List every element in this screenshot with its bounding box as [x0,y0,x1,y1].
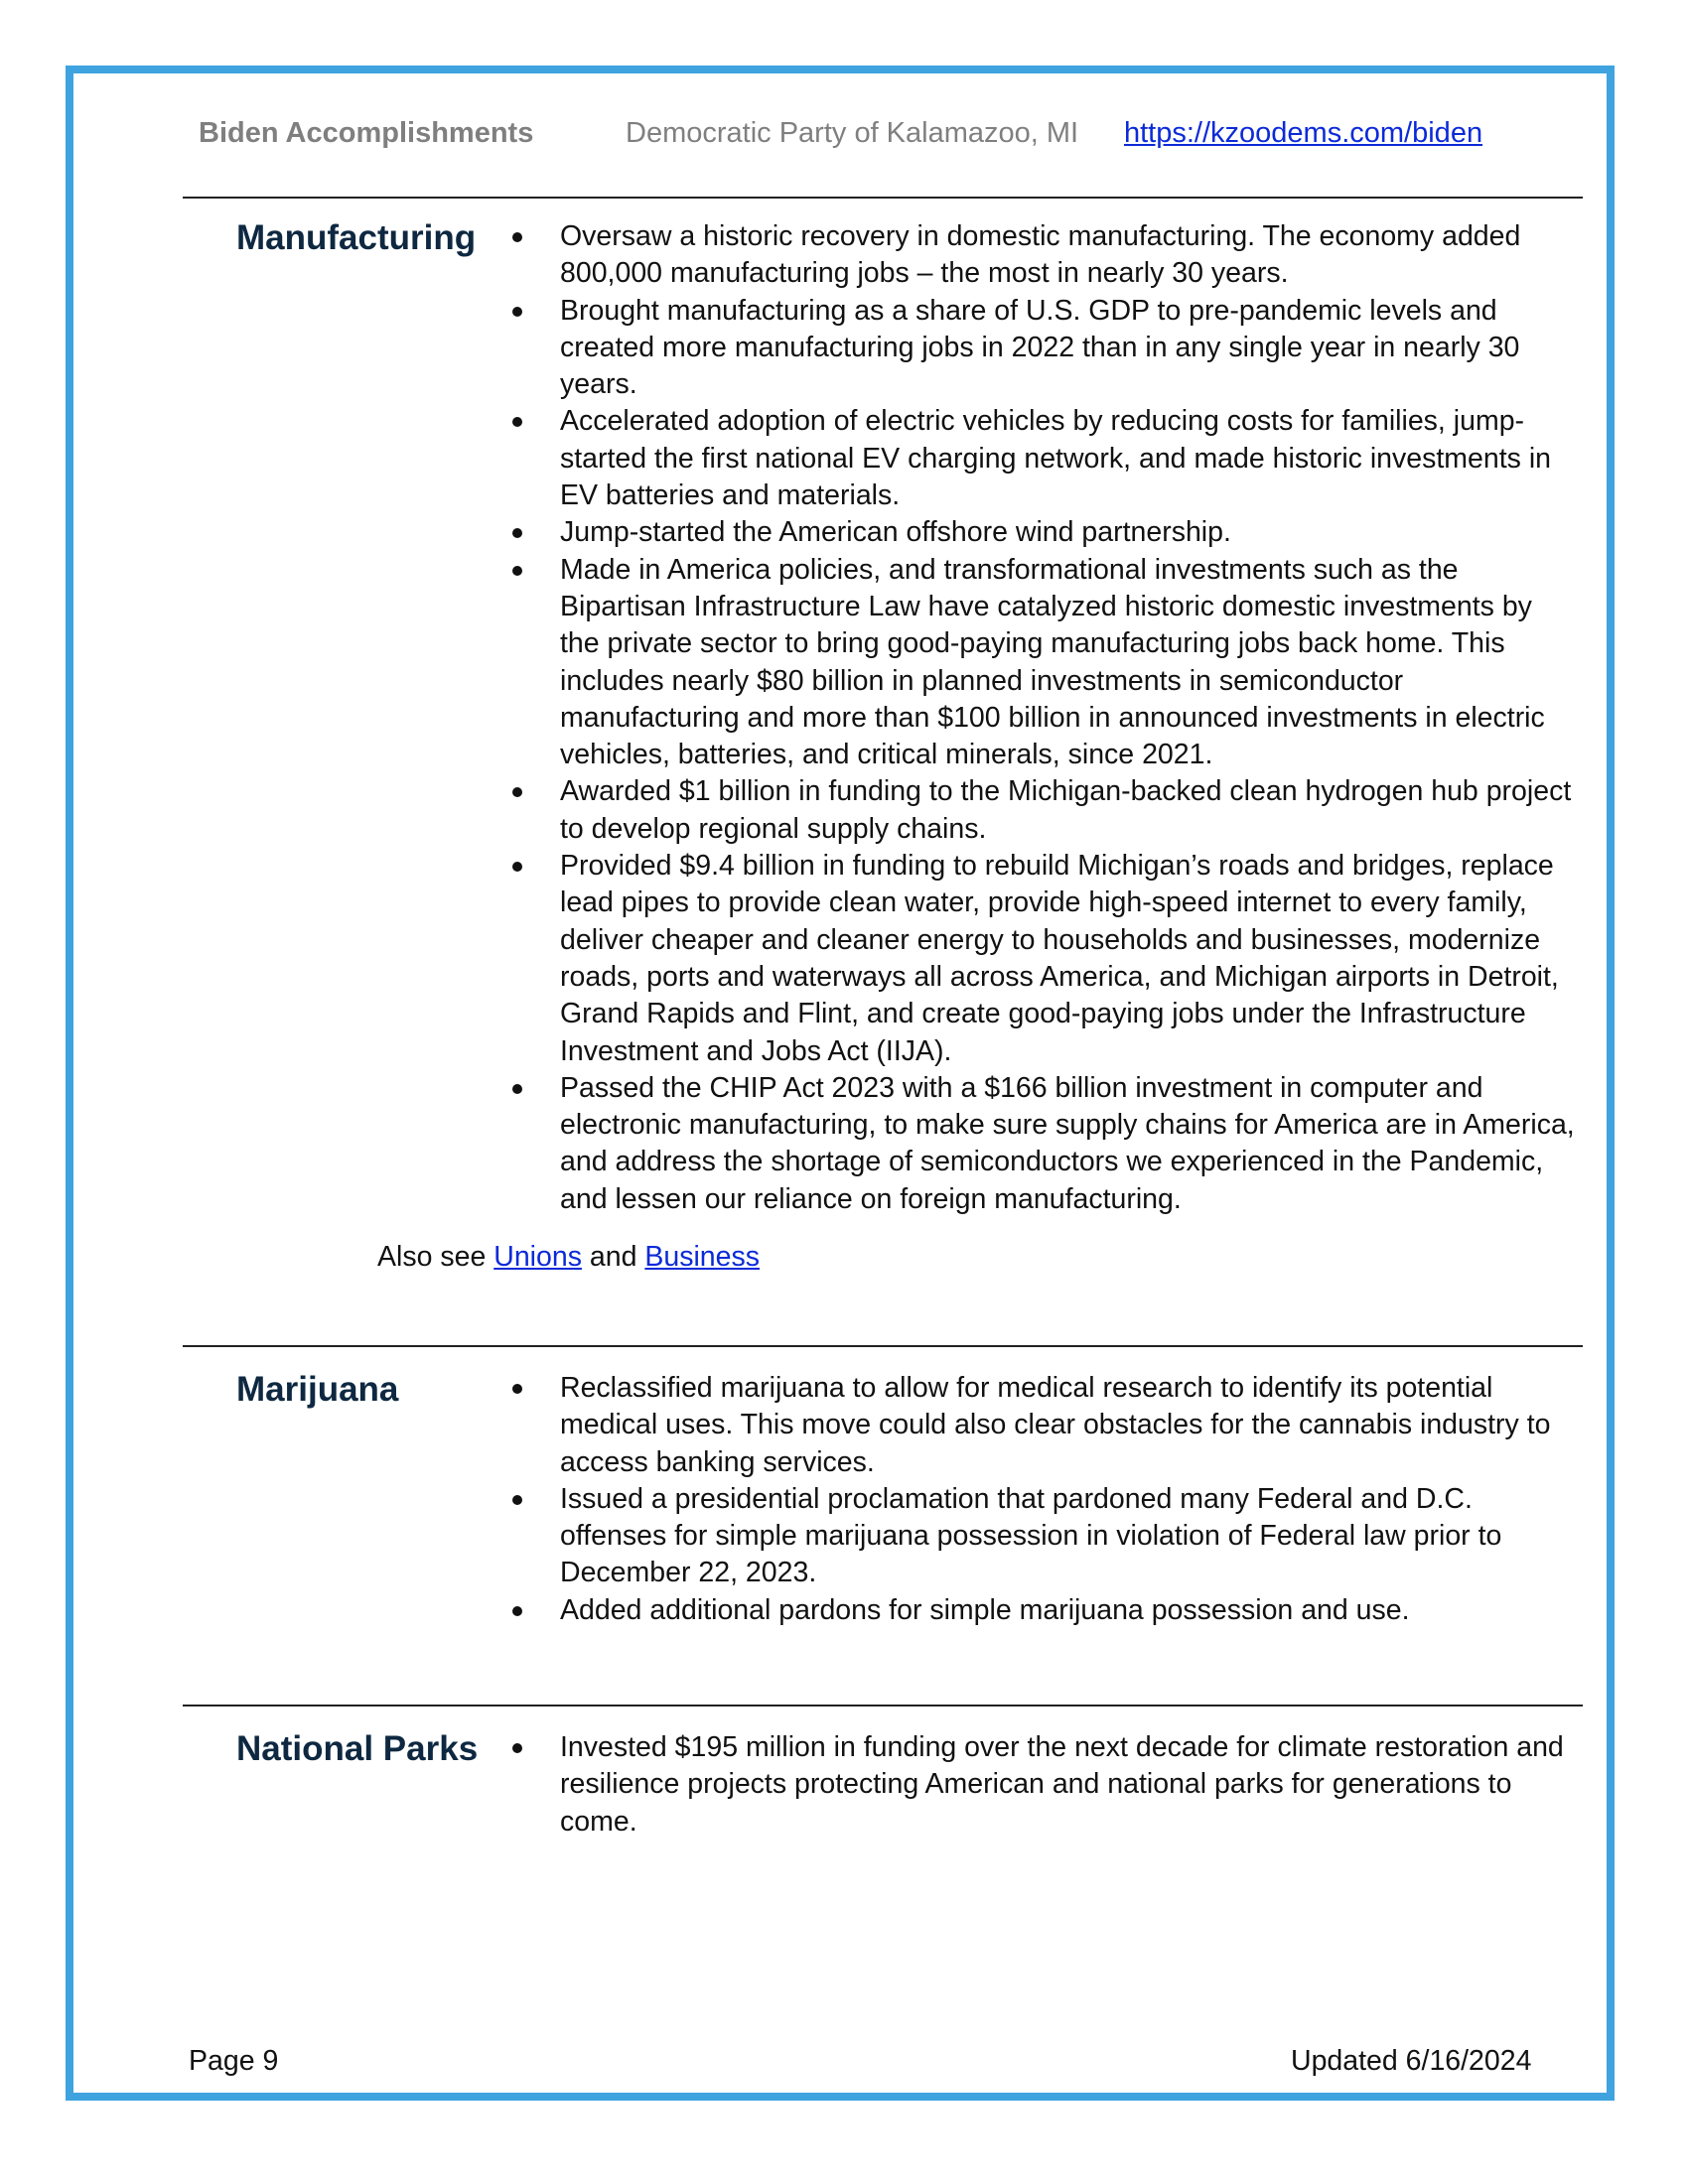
bullet-icon [512,1384,522,1394]
list-item [560,218,1578,293]
list-item [560,1481,1578,1592]
list-item [560,773,1578,848]
bullet-text: Passed the CHIP Act 2023 with a $166 billion investment in computer and electronic manufacturing, to make sure supply chains for America are in America, and address the shortage of semiconductors we experienced in the Pandemic, and lessen our reliance on foreign manufacturing. [560,1071,1575,1215]
bullet-text: Jump-started the American offshore wind partnership. [560,516,1231,549]
page-header [199,117,1589,157]
list-item [560,1370,1578,1481]
section-title: Manufacturing [236,218,477,257]
bullet-text: Invested $195 million in funding over the next decade for climate restoration and resilience projects protecting American and national parks for generations to come. [560,1731,1564,1838]
bullet-list [560,218,1578,1218]
bullet-text: Awarded $1 billion in funding to the Michigan-backed clean hydrogen hub project to develop regional supply chains. [560,775,1572,845]
bullet-text: Brought manufacturing as a share of U.S. GDP to pre-pandemic levels and created more manufacturing jobs in 2022 than in any single year in nearly 30 years. [560,294,1520,401]
bullet-icon [512,1084,522,1094]
divider-national-parks [183,1705,1583,1706]
list-item [560,1070,1578,1218]
list-item [560,552,1578,774]
list-item [560,1729,1578,1841]
divider-top [183,197,1583,199]
bullet-icon [512,1606,522,1616]
section-title: National Parks [236,1729,479,1768]
bullet-list [560,1370,1578,1629]
also-see-line [377,1241,760,1274]
bullet-icon [512,1743,522,1753]
page-number: Page 9 [189,2045,279,2077]
business-link[interactable]: Business [644,1241,761,1273]
document-title: Biden Accomplishments [199,117,534,149]
bullet-text: Provided $9.4 billion in funding to rebuild Michigan’s roads and bridges, replace lead pipes to provide clean water, provide high-speed internet to every family, deliver cheaper and cleaner energy to households and businesses, modernize roads, ports and waterways all across America, and Michigan airports in Detroit, Grand Rapids and Flint, and create good-paying jobs under the Infrastructure Investment and Jobs Act (IIJA). [560,850,1559,1067]
bullet-text: Oversaw a historic recovery in domestic manufacturing. The economy added 800,000 manufacturing jobs – the most in nearly 30 years. [560,220,1521,290]
also-see-conjunction: and [589,1241,637,1273]
bullet-text: Reclassified marijuana to allow for medical research to identify its potential medical uses. This move could also clear obstacles for the cannabis industry to access banking services. [560,1372,1551,1478]
unions-link[interactable]: Unions [493,1241,582,1273]
list-item [560,403,1578,514]
also-see-prefix: Also see [377,1241,487,1273]
list-item [560,293,1578,404]
bullet-icon [512,862,522,872]
list-item [560,848,1578,1070]
list-item [560,514,1578,551]
bullet-text: Issued a presidential proclamation that pardoned many Federal and D.C. offenses for simple marijuana possession in violation of Federal law prior to December 22, 2023. [560,1482,1502,1589]
bullet-text: Made in America policies, and transformational investments such as the Bipartisan Infrastructure Law have catalyzed historic domestic investments by the private sector to bring good-paying manufacturing jobs back home. This includes nearly $80 billion in planned investments in semiconductor manufacturing and more than $100 billion in announced investments in electric vehicles, batteries, and critical minerals, since 2021. [560,553,1545,771]
divider-marijuana [183,1345,1583,1347]
bullet-icon [512,232,522,242]
list-item [560,1592,1578,1629]
bullet-list [560,1729,1578,1841]
website-link[interactable]: https://kzoodems.com/biden [1124,117,1483,149]
bullet-text: Accelerated adoption of electric vehicles by reducing costs for families, jump-started the first national EV charging network, and made historic investments in EV batteries and materials. [560,405,1552,512]
bullet-icon [512,566,522,576]
bullet-icon [512,1495,522,1505]
bullet-text: Added additional pardons for simple marijuana possession and use. [560,1593,1410,1626]
organization-name: Democratic Party of Kalamazoo, MI [626,117,1079,149]
section-title: Marijuana [236,1370,399,1409]
bullet-icon [512,307,522,317]
updated-date: Updated 6/16/2024 [1291,2045,1532,2077]
